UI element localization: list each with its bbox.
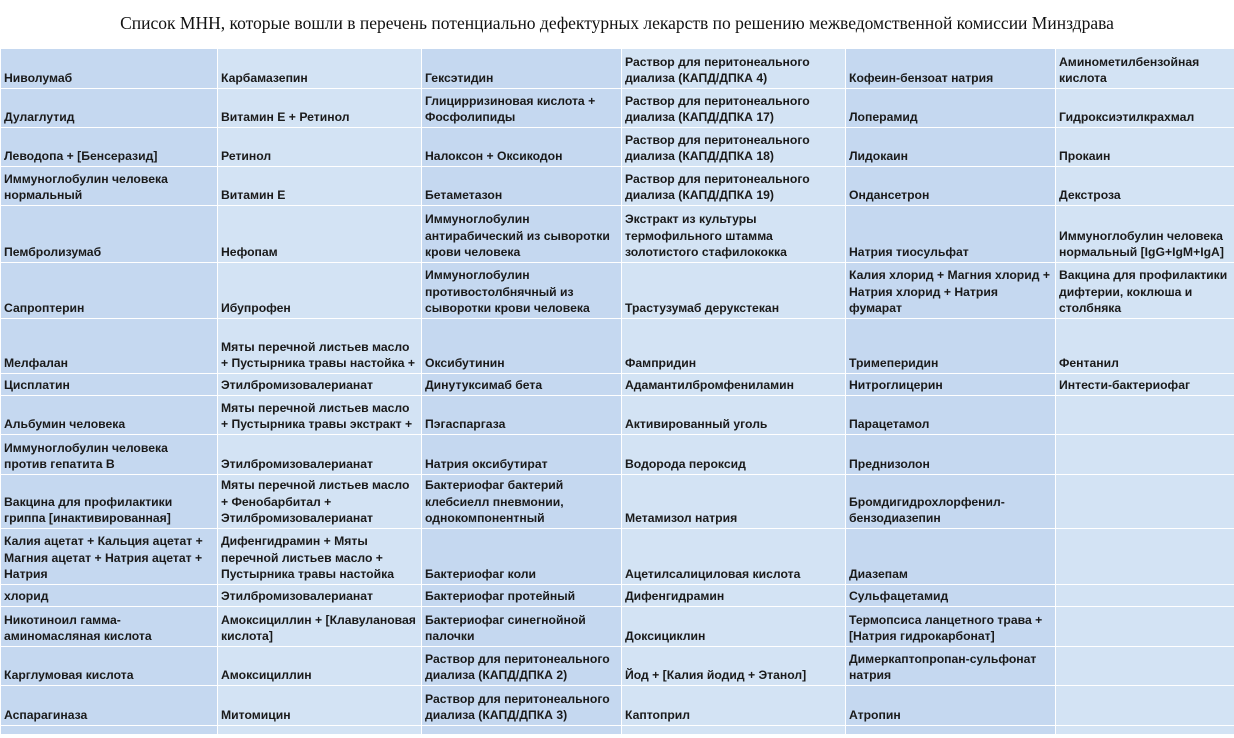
- table-cell: Гексэтидин: [422, 49, 622, 89]
- table-cell: Дифенгидрамин + Мяты перечной листьев масло + Пустырника травы настойка: [218, 529, 422, 585]
- table-cell: Раствор для перитонеального диализа (КАПД/ДПКА 3): [422, 686, 622, 726]
- table-cell: хлорид: [1, 585, 218, 607]
- table-cell: Иммуноглобулин антирабический из сыворотки крови человека: [422, 206, 622, 263]
- table-cell: Дулаглутид: [1, 89, 218, 128]
- page-title: Список МНН, которые вошли в перечень потенциально дефектурных лекарств по решению межведомственной комиссии Минздрава: [120, 13, 1114, 33]
- table-cell: Бактериофаг протейный: [422, 585, 622, 607]
- table-cell: Лидокаин: [846, 128, 1056, 167]
- table-cell: Альбумин человека: [1, 396, 218, 435]
- table-cell: [1056, 396, 1234, 435]
- table-row: [1, 475, 1234, 529]
- table-cell: Мелфалан: [1, 319, 218, 374]
- table-cell: Активированный уголь: [622, 396, 846, 435]
- table-cell: Мяты перечной листьев масло + Пустырника травы экстракт +: [218, 396, 422, 435]
- table-cell: Метамизол натрия: [622, 475, 846, 529]
- table-cell: Леводопа + [Бенсеразид]: [1, 128, 218, 167]
- table-cell: Ниволумаб: [1, 49, 218, 89]
- table-cell: Пэгаспаргаза: [422, 396, 622, 435]
- table-cell: Никотиноил гамма-аминомасляная кислота: [1, 607, 218, 647]
- table-cell: Доксициклин: [622, 607, 846, 647]
- table-cell: Диазепам: [846, 529, 1056, 585]
- table-cell: Нитроглицерин: [846, 374, 1056, 396]
- table-cell: Карбамазепин: [218, 49, 422, 89]
- table-row: [1, 263, 1234, 319]
- table-cell: Этилбромизовалерианат: [218, 374, 422, 396]
- table-cell: Адамантилбромфениламин: [622, 374, 846, 396]
- table-cell: Трастузумаб дерукстекан: [622, 263, 846, 319]
- table-row: [1, 167, 1234, 206]
- table-cell: [1056, 585, 1234, 607]
- table-cell: Бетаметазон: [422, 167, 622, 206]
- table-cell: Нефопам: [218, 206, 422, 263]
- table-cell: Калия ацетат + Кальция ацетат + Магния ацетат + Натрия ацетат + Натрия: [1, 529, 218, 585]
- table-cell: [1056, 686, 1234, 726]
- table-cell: Глицирризиновая кислота + Фосфолипиды: [422, 89, 622, 128]
- table-cell: Этилбромизовалерианат: [218, 435, 422, 475]
- table-cell: Бактериофаг синегнойной палочки: [422, 607, 622, 647]
- table-cell: Иммуноглобулин человека нормальный [IgG+IgM+IgA]: [1056, 206, 1234, 263]
- table-cell: Фентанил: [1056, 319, 1234, 374]
- table-cell: Иммуноглобулин человека нормальный: [1, 167, 218, 206]
- table-cell: [1056, 435, 1234, 475]
- table-row: [1, 396, 1234, 435]
- table-cell: Ибупрофен: [218, 263, 422, 319]
- table-cell: Лоперамид: [846, 89, 1056, 128]
- table-cell: Мяты перечной листьев масло + Фенобарбитал + Этилбромизовалерианат: [218, 475, 422, 529]
- table-cell: Преднизолон: [846, 435, 1056, 475]
- table-cell: Йод + [Калия йодид + Этанол]: [622, 647, 846, 686]
- table-cell: Кофеин-бензоат натрия: [846, 49, 1056, 89]
- table-cell: Сульфацетамид: [846, 585, 1056, 607]
- table-cell: Оксибутинин: [422, 319, 622, 374]
- table-cell: Ретинол: [218, 128, 422, 167]
- table-cell: Динутуксимаб бета: [422, 374, 622, 396]
- table-cell: Сапроптерин: [1, 263, 218, 319]
- table-cell: Парацетамол: [846, 396, 1056, 435]
- table-cell: Пембролизумаб: [1, 206, 218, 263]
- table-row: [1, 319, 1234, 374]
- table-cell: [1056, 647, 1234, 686]
- table-cell: Натрия оксибутират: [422, 435, 622, 475]
- table-cell: Цисплатин: [1, 374, 218, 396]
- table-cell: Интести-бактериофаг: [1056, 374, 1234, 396]
- table-cell: [1056, 607, 1234, 647]
- table-row: [1, 585, 1234, 607]
- table-cell: Экстракт из культуры термофильного штамма золотистого стафилококка: [622, 206, 846, 263]
- table-cell: Иммуноглобулин человека против гепатита B: [1, 435, 218, 475]
- table-cell: Витамин Е: [218, 167, 422, 206]
- table-row: [1, 374, 1234, 396]
- table-cell: Раствор для перитонеального диализа (КАПД/ДПКА 19): [622, 167, 846, 206]
- table-cell: Вакцина для профилактики дифтерии, коклюша и столбняка: [1056, 263, 1234, 319]
- table-cell: Раствор для перитонеального диализа (КАПД/ДПКА 2): [422, 647, 622, 686]
- table-cell: Митомицин: [218, 686, 422, 726]
- table-cell: Водорода пероксид: [622, 435, 846, 475]
- table-cell: Витамин Е + Ретинол: [218, 89, 422, 128]
- table-row: [1, 647, 1234, 686]
- table-row: [1, 607, 1234, 647]
- table-row: [1, 206, 1234, 263]
- table-cell: Раствор для перитонеального диализа (КАПД/ДПКА 4): [622, 49, 846, 89]
- table-cell: Тримеперидин: [846, 319, 1056, 374]
- table-cell: Калия хлорид + Магния хлорид + Натрия хлорид + Натрия фумарат: [846, 263, 1056, 319]
- table-cell: Атропин: [846, 686, 1056, 726]
- table-cell: Ондансетрон: [846, 167, 1056, 206]
- table-cell: Гидроксиэтилкрахмал: [1056, 89, 1234, 128]
- table-cell: Аминометилбензойная кислота: [1056, 49, 1234, 89]
- table-cell: Декстроза: [1056, 167, 1234, 206]
- table-cell: Бактериофаг коли: [422, 529, 622, 585]
- table-cell: Аспарагиназа: [1, 686, 218, 726]
- table-row: [1, 435, 1234, 475]
- table-cell: Ацетилсалициловая кислота: [622, 529, 846, 585]
- table-cell: Карглумовая кислота: [1, 647, 218, 686]
- table-cell: Этилбромизовалерианат: [218, 585, 422, 607]
- table-cell: Амоксициллин + [Клавулановая кислота]: [218, 607, 422, 647]
- table-cell: Прокаин: [1056, 128, 1234, 167]
- table-cell: Бромдигидрохлорфенил-бензодиазепин: [846, 475, 1056, 529]
- table-row: [1, 529, 1234, 585]
- table-cell: Натрия тиосульфат: [846, 206, 1056, 263]
- table-cell: Мяты перечной листьев масло + Пустырника травы настойка +: [218, 319, 422, 374]
- table-cell: Каптоприл: [622, 686, 846, 726]
- table-cell: Иммуноглобулин противостолбнячный из сыворотки крови человека: [422, 263, 622, 319]
- table-cell: Фампридин: [622, 319, 846, 374]
- drug-list-table: [0, 48, 1234, 735]
- table-cell: Амоксициллин: [218, 647, 422, 686]
- table-cell: [1056, 475, 1234, 529]
- table-cell: Димеркаптопропан-сульфонат натрия: [846, 647, 1056, 686]
- table-row-partial: [1, 726, 1234, 735]
- table-cell: Бактериофаг бактерий клебсиелл пневмонии, однокомпонентный: [422, 475, 622, 529]
- table-row: [1, 49, 1234, 89]
- table-cell: Вакцина для профилактики гриппа [инактивированная]: [1, 475, 218, 529]
- table-cell: Термопсиса ланцетного трава + [Натрия гидрокарбонат]: [846, 607, 1056, 647]
- table-cell: Раствор для перитонеального диализа (КАПД/ДПКА 17): [622, 89, 846, 128]
- table-cell: [1056, 529, 1234, 585]
- table-cell: Дифенгидрамин: [622, 585, 846, 607]
- table-row: [1, 128, 1234, 167]
- table-row: [1, 89, 1234, 128]
- table-cell: Раствор для перитонеального диализа (КАПД/ДПКА 18): [622, 128, 846, 167]
- table-row: [1, 686, 1234, 726]
- table-cell: Налоксон + Оксикодон: [422, 128, 622, 167]
